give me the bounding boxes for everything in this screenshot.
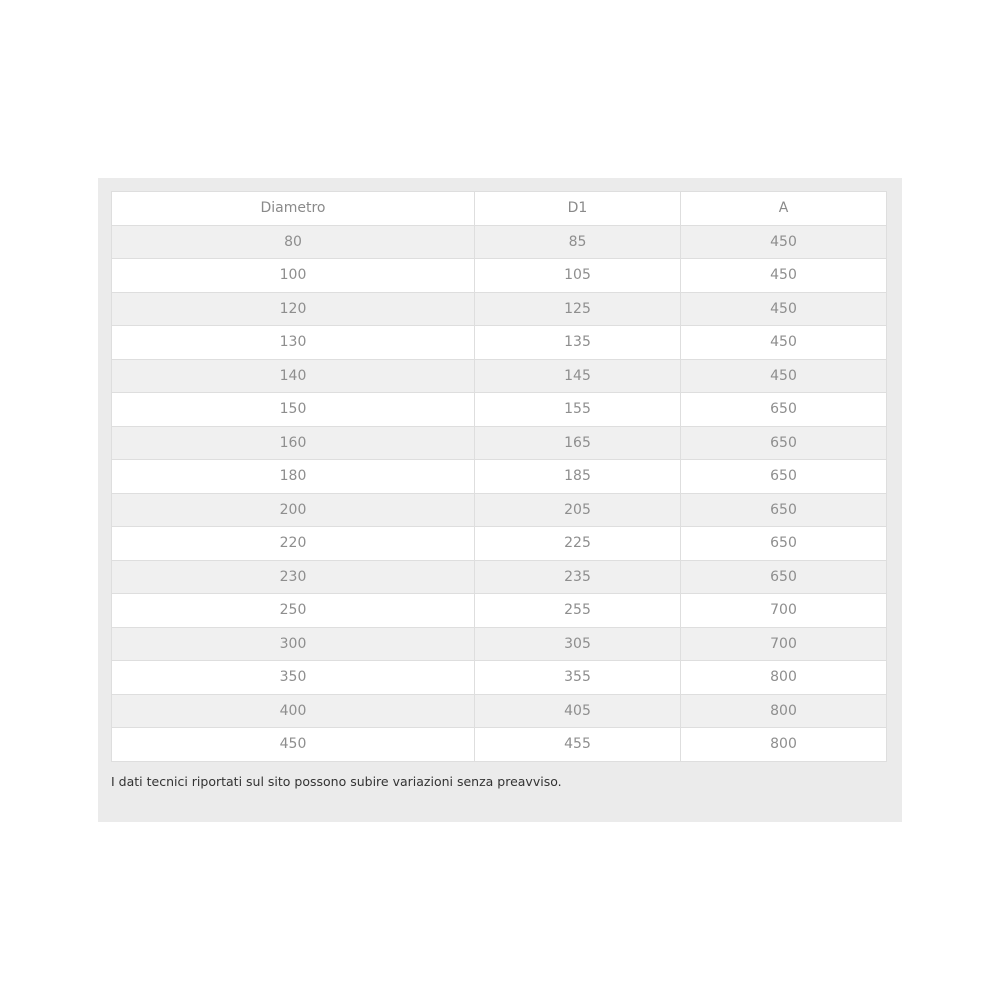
table-cell: 650 [681,426,887,460]
table-cell: 130 [112,326,475,360]
table-header-row [112,192,887,226]
table-cell: 650 [681,527,887,561]
table-cell: 225 [475,527,681,561]
table-row [112,560,887,594]
table-row [112,460,887,494]
table-cell: 405 [475,694,681,728]
table-cell: 200 [112,493,475,527]
table-cell: 185 [475,460,681,494]
table-cell: 145 [475,359,681,393]
table-row [112,527,887,561]
table-cell: 80 [112,225,475,259]
table-cell: 450 [112,728,475,762]
table-cell: 400 [112,694,475,728]
table-cell: 800 [681,661,887,695]
table-cell: 450 [681,359,887,393]
table-cell: 155 [475,393,681,427]
table-cell: 250 [112,594,475,628]
table-row [112,627,887,661]
table-cell: 450 [681,259,887,293]
table-row [112,493,887,527]
table-row [112,259,887,293]
table-cell: 220 [112,527,475,561]
table-cell: 150 [112,393,475,427]
technical-data-panel [98,178,902,822]
table-cell: 230 [112,560,475,594]
table-row [112,292,887,326]
table-cell: 650 [681,493,887,527]
table-cell: 650 [681,393,887,427]
table-cell: 255 [475,594,681,628]
table-row [112,426,887,460]
table-cell: 125 [475,292,681,326]
table-row [112,694,887,728]
table-cell: 355 [475,661,681,695]
dimensions-table [111,191,887,762]
table-cell: 140 [112,359,475,393]
column-header-d1: D1 [475,192,681,226]
table-row [112,326,887,360]
table-cell: 120 [112,292,475,326]
table-row [112,225,887,259]
table-cell: 650 [681,460,887,494]
column-header-diametro: Diametro [112,192,475,226]
table-row [112,594,887,628]
table-cell: 305 [475,627,681,661]
table-cell: 450 [681,292,887,326]
table-cell: 160 [112,426,475,460]
table-row [112,393,887,427]
table-cell: 800 [681,694,887,728]
table-row [112,728,887,762]
table-cell: 650 [681,560,887,594]
table-cell: 100 [112,259,475,293]
table-cell: 235 [475,560,681,594]
table-cell: 105 [475,259,681,293]
table-cell: 700 [681,594,887,628]
table-cell: 180 [112,460,475,494]
table-cell: 450 [681,225,887,259]
table-cell: 800 [681,728,887,762]
table-cell: 300 [112,627,475,661]
table-cell: 165 [475,426,681,460]
table-row [112,359,887,393]
table-body [112,225,887,761]
table-cell: 350 [112,661,475,695]
table-cell: 205 [475,493,681,527]
table-row [112,661,887,695]
table-cell: 85 [475,225,681,259]
disclaimer-note: I dati tecnici riportati sul sito possono subire variazioni senza preavviso. [111,774,562,789]
table-cell: 455 [475,728,681,762]
table-cell: 135 [475,326,681,360]
table-cell: 450 [681,326,887,360]
table-cell: 700 [681,627,887,661]
column-header-a: A [681,192,887,226]
